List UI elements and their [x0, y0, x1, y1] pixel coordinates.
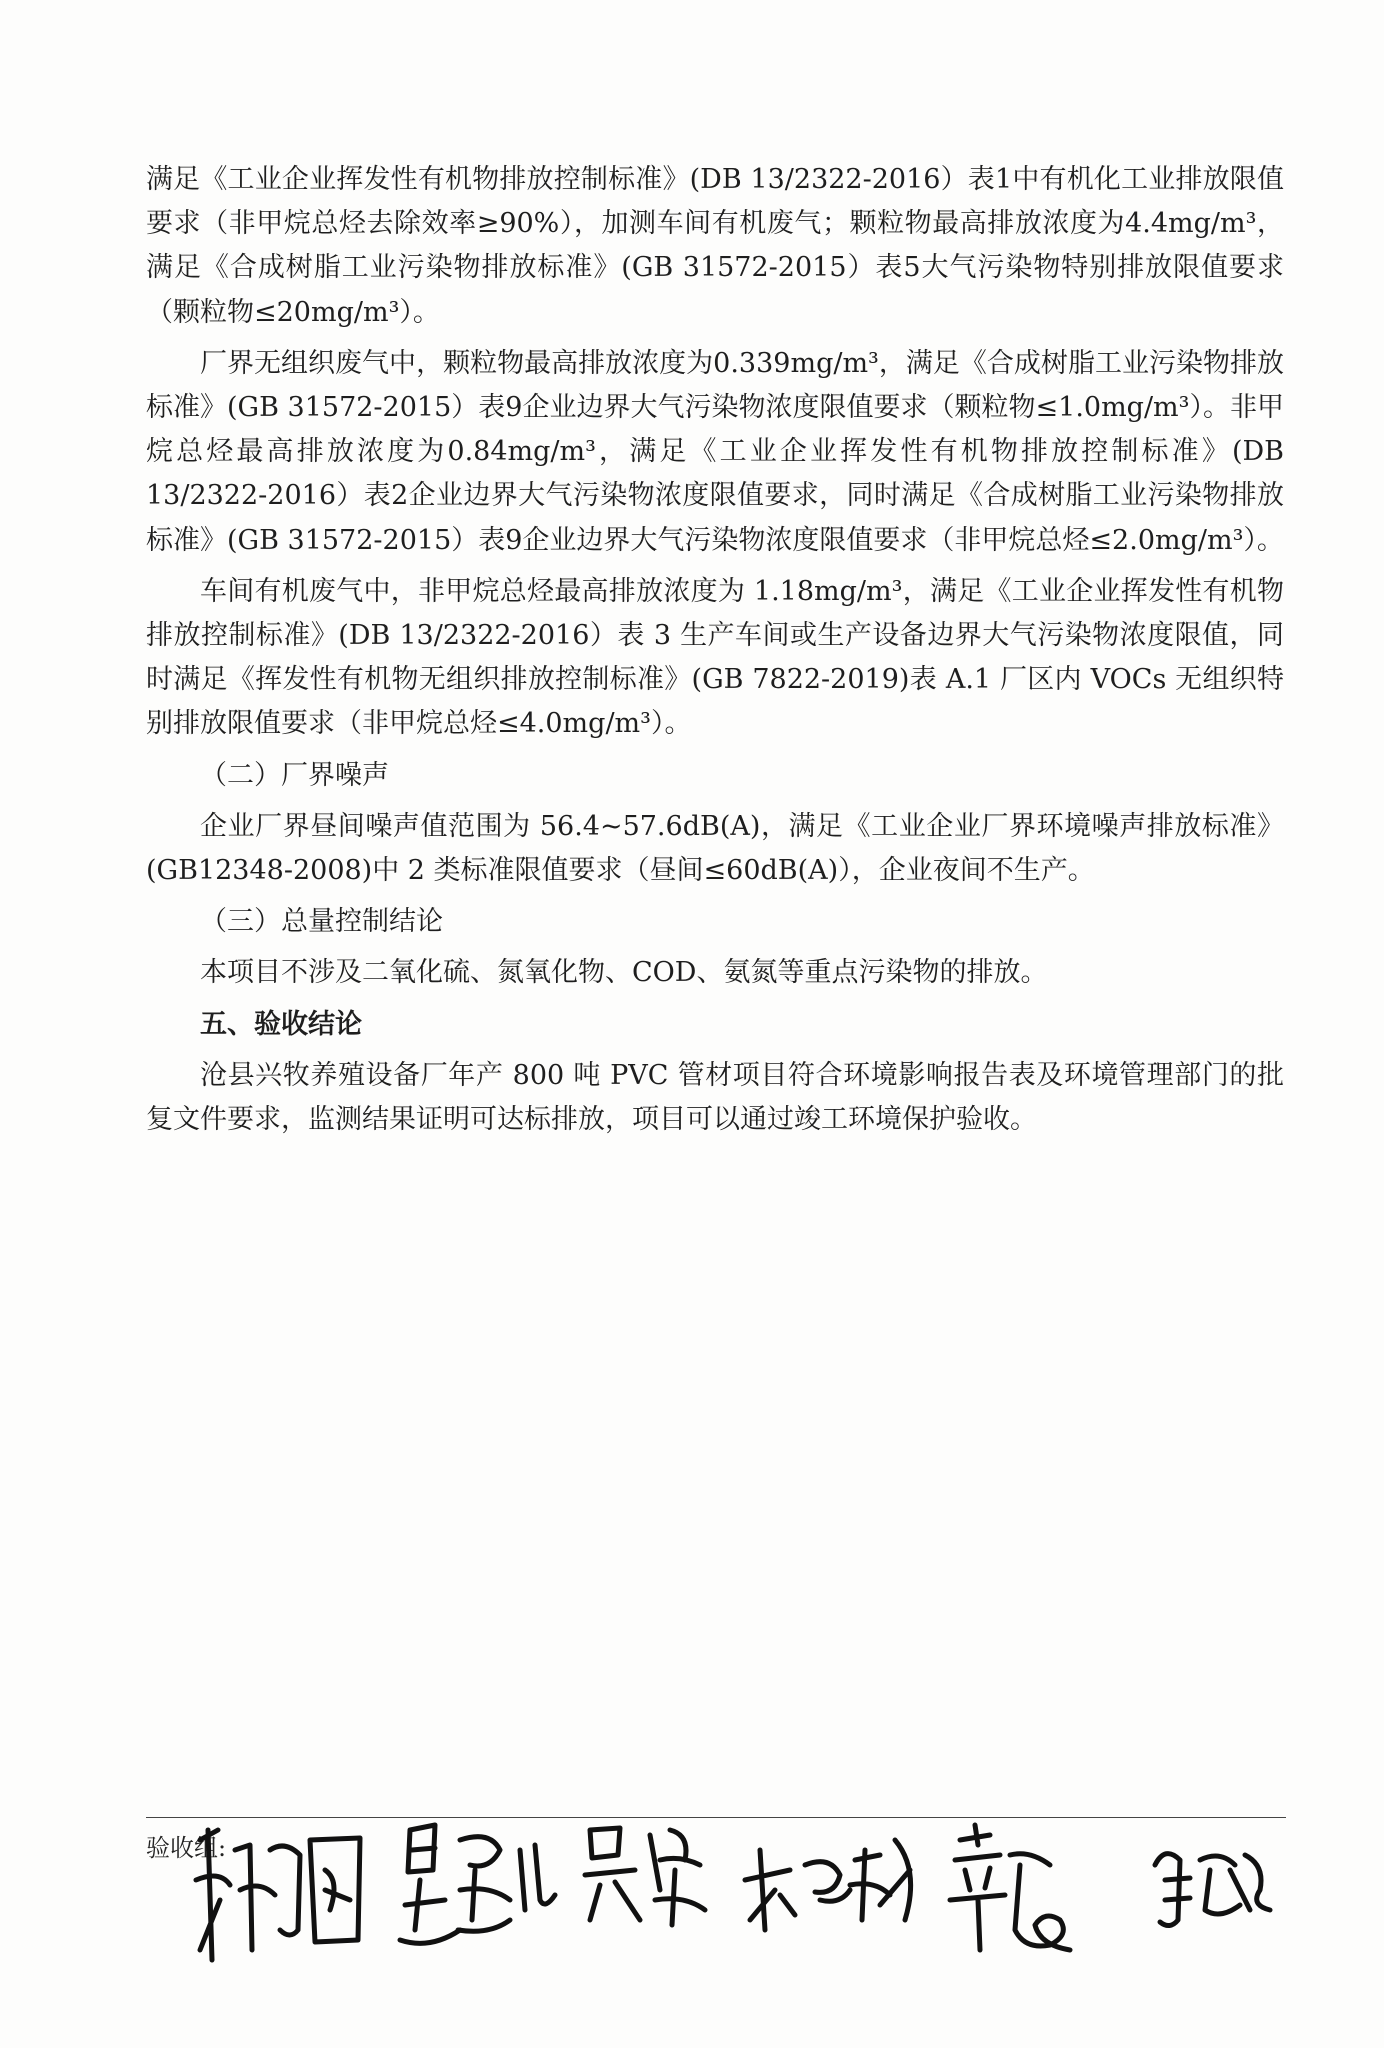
signature-1	[196, 1830, 360, 1960]
signature-5	[950, 1825, 1070, 1950]
paragraph-total-control: 本项目不涉及二氧化硫、氮氧化物、COD、氨氮等重点污染物的排放。	[200, 957, 1048, 989]
paragraph-noise: 企业厂界昼间噪声值范围为 56.4~57.6dB(A)，满足《工业企业厂界环境噪声排放标准》(GB12348-2008)中 2 类标准限值要求（昼间≤60dB(A)），企业夜间不生产。	[146, 810, 1284, 887]
signature-6	[1155, 1854, 1270, 1926]
handwritten-signatures	[190, 1810, 1290, 2010]
section-heading-noise: （二）厂界噪声	[200, 759, 389, 791]
paragraph-workshop-emission: 车间有机废气中，非甲烷总烃最高排放浓度为 1.18mg/m³，满足《工业企业挥发性有机物排放控制标准》(DB 13/2322-2016）表 3 生产车间或生产设备边界大气污染物浓度限值，同时满足《挥发性有机物无组织排放控制标准》(GB 7822-2019)表 A.1 厂区内 VOCs 无组织特别排放限值要求（非甲烷总烃≤4.0mg/m³）。	[146, 575, 1284, 740]
paragraph-organic-emission: 满足《工业企业挥发性有机物排放控制标准》(DB 13/2322-2016）表1中有机化工业排放限值要求（非甲烷总烃去除效率≥90%），加测车间有机废气；颗粒物最高排放浓度为4.4mg/m³，满足《合成树脂工业污染物排放标准》(GB 31572-2015）表5大气污染物特别排放限值要求（颗粒物≤20mg/m³）。	[146, 164, 1284, 328]
signature-2	[400, 1825, 555, 1943]
paragraph-fugitive-emission: 厂界无组织废气中，颗粒物最高排放浓度为0.339mg/m³，满足《合成树脂工业污染物排放标准》(GB 31572-2015）表9企业边界大气污染物浓度限值要求（颗粒物≤1.0mg/m³）。非甲烷总烃最高排放浓度为0.84mg/m³，满足《工业企业挥发性有机物排放控制标准》(DB 13/2322-2016）表2企业边界大气污染物浓度限值要求，同时满足《合成树脂工业污染物排放标准》(GB 31572-2015）表9企业边界大气污染物浓度限值要求（非甲烷总烃≤2.0mg/m³）。	[146, 347, 1284, 556]
signature-3	[585, 1828, 705, 1925]
paragraph-conclusion: 沧县兴牧养殖设备厂年产 800 吨 PVC 管材项目符合环境影响报告表及环境管理部门的批复文件要求，监测结果证明可达标排放，项目可以通过竣工环境保护验收。	[146, 1059, 1284, 1136]
document-body	[146, 158, 1284, 1142]
section-heading-conclusion: 五、验收结论	[200, 1008, 362, 1040]
signature-4	[745, 1840, 911, 1930]
acceptance-group-label: 验收组:	[146, 1834, 227, 1862]
section-heading-total-control: （三）总量控制结论	[200, 906, 443, 938]
